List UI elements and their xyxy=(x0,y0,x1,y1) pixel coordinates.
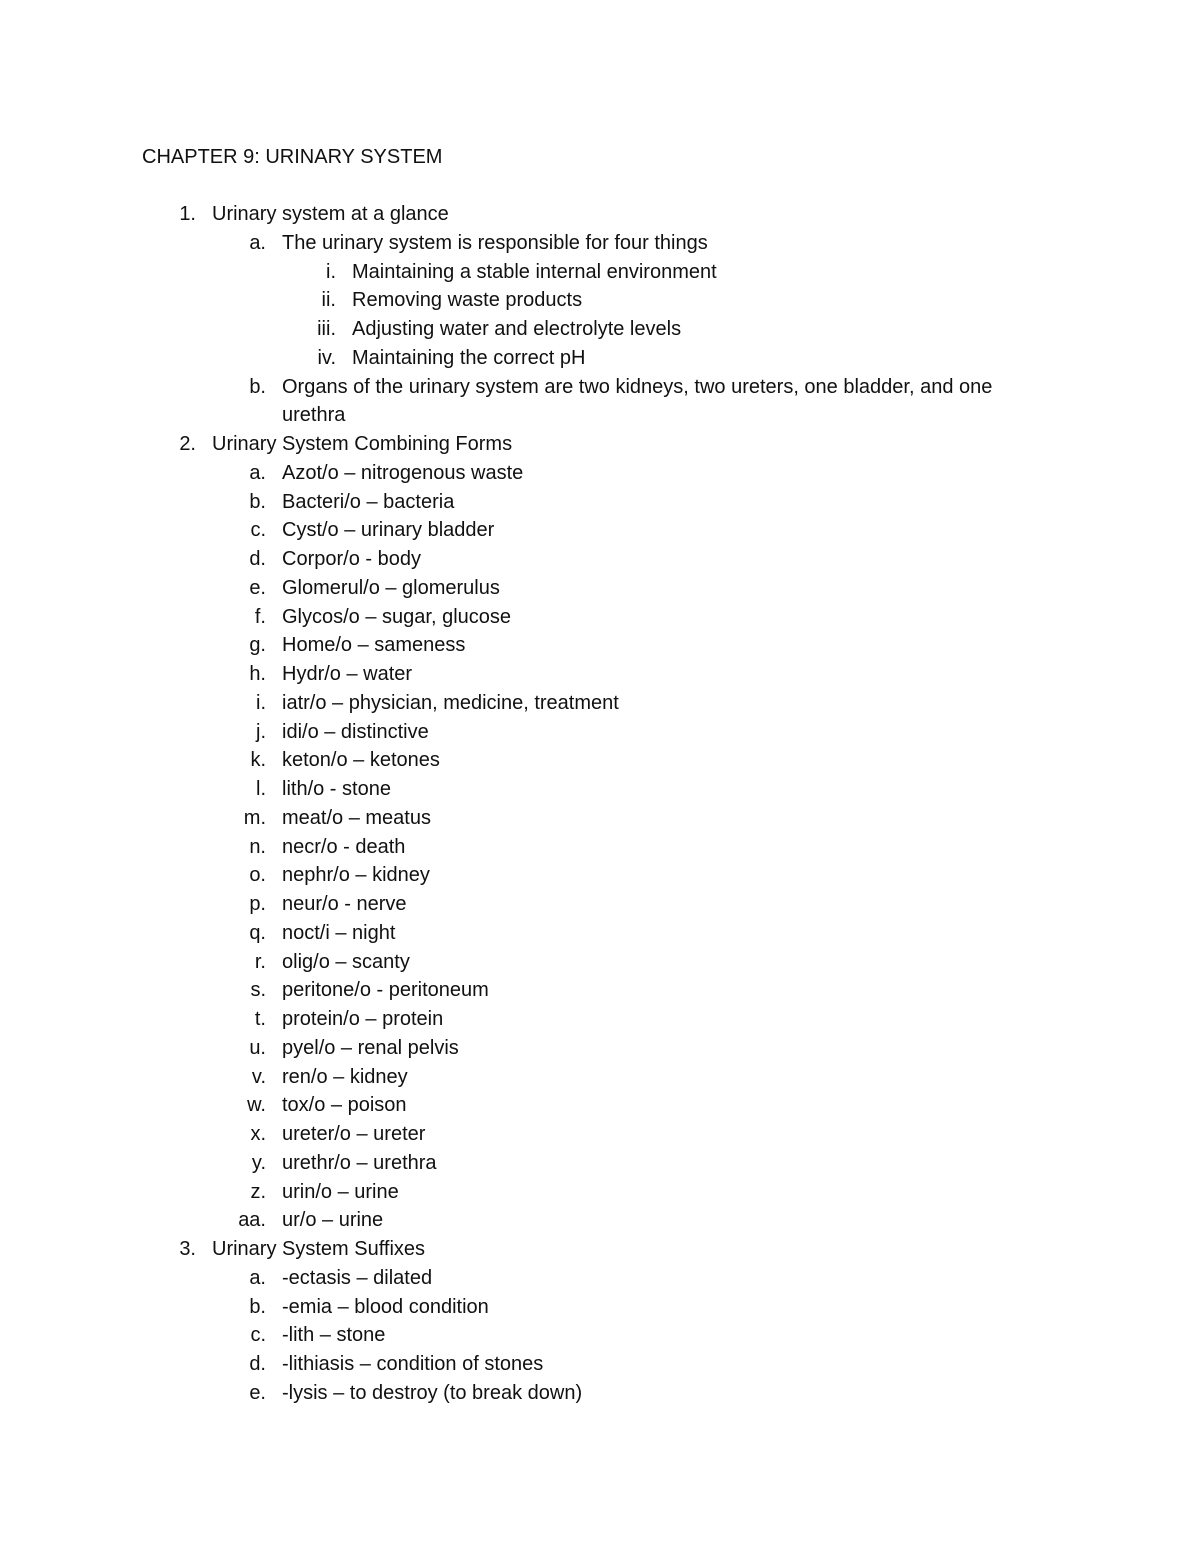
list-item xyxy=(0,603,1200,632)
list-item xyxy=(0,229,1200,258)
list-marker: p. xyxy=(249,893,266,915)
list-marker: u. xyxy=(249,1036,266,1059)
list-item xyxy=(0,286,1200,315)
list-item xyxy=(0,689,1200,718)
list-item xyxy=(0,258,1200,287)
list-marker: a. xyxy=(249,231,266,254)
list-item-text: Maintaining a stable internal environment xyxy=(352,260,717,283)
list-item-text: Glycos/o – sugar, glucose xyxy=(282,605,512,628)
list-item xyxy=(0,1379,1200,1408)
list-marker: k. xyxy=(250,749,266,772)
list-marker: i. xyxy=(326,260,336,283)
list-item xyxy=(0,1149,1200,1178)
list-marker: q. xyxy=(249,921,266,944)
list-item-text: ureter/o – ureter xyxy=(282,1123,426,1145)
list-item-text: noct/i – night xyxy=(282,921,396,944)
list-item-text: nephr/o – kidney xyxy=(282,864,430,887)
list-item xyxy=(0,833,1200,862)
list-item xyxy=(0,1206,1200,1235)
list-item-text: -emia – blood condition xyxy=(282,1295,489,1318)
list-item xyxy=(0,718,1200,747)
list-item-text: urethr/o – urethra xyxy=(282,1151,437,1174)
list-item xyxy=(0,1034,1200,1063)
list-item-text: Adjusting water and electrolyte levels xyxy=(352,318,682,340)
list-marker: z. xyxy=(250,1180,266,1203)
list-marker: a. xyxy=(249,461,266,484)
list-marker: a. xyxy=(249,1266,266,1289)
list-item xyxy=(0,574,1200,603)
list-marker: h. xyxy=(249,663,266,685)
list-marker: n. xyxy=(249,835,266,858)
list-item-text: The urinary system is responsible for four things xyxy=(282,231,708,254)
list-item-text: -lithiasis – condition of stones xyxy=(282,1353,544,1375)
list-item xyxy=(0,1063,1200,1092)
list-item-text: Cyst/o – urinary bladder xyxy=(282,519,495,542)
list-item xyxy=(0,919,1200,948)
list-marker: y. xyxy=(251,1151,266,1174)
list-marker: g. xyxy=(249,634,266,657)
list-item xyxy=(0,1293,1200,1322)
list-item-text: Home/o – sameness xyxy=(282,634,466,657)
list-item xyxy=(0,545,1200,574)
list-marker: t. xyxy=(254,1008,266,1030)
list-marker: l. xyxy=(256,778,266,800)
list-marker: r. xyxy=(254,950,266,973)
list-item xyxy=(0,948,1200,977)
list-item-text: -lith – stone xyxy=(282,1324,386,1347)
list-marker: w. xyxy=(247,1094,266,1117)
list-marker: 1. xyxy=(179,203,196,225)
list-marker: m. xyxy=(243,806,266,829)
list-item-text: lith/o - stone xyxy=(282,778,391,800)
list-item xyxy=(0,804,1200,833)
list-item-text: keton/o – ketones xyxy=(282,749,440,772)
list-item-text: Maintaining the correct pH xyxy=(352,346,586,369)
list-marker: d. xyxy=(249,1353,266,1375)
list-marker: e. xyxy=(249,576,266,599)
list-item-text: protein/o – protein xyxy=(282,1008,444,1030)
list-marker: ii. xyxy=(321,289,336,312)
list-item-text: olig/o – scanty xyxy=(282,950,410,973)
list-item xyxy=(0,401,1200,430)
list-item-text: meat/o – meatus xyxy=(282,806,431,829)
list-item xyxy=(0,430,1200,459)
list-marker: aa. xyxy=(238,1209,266,1232)
list-item-text: idi/o – distinctive xyxy=(282,720,429,743)
list-item xyxy=(0,746,1200,775)
list-item xyxy=(0,315,1200,344)
list-marker: s. xyxy=(250,979,266,1002)
list-item xyxy=(0,890,1200,919)
list-marker: v. xyxy=(251,1065,266,1088)
list-item-text: pyel/o – renal pelvis xyxy=(282,1036,459,1059)
list-marker: i. xyxy=(256,691,266,714)
list-item-text: Bacteri/o – bacteria xyxy=(282,490,455,513)
list-marker: 2. xyxy=(179,433,196,455)
list-item xyxy=(0,1005,1200,1034)
list-item-text: Hydr/o – water xyxy=(282,663,413,685)
list-item-text: ur/o – urine xyxy=(282,1209,384,1232)
list-marker: d. xyxy=(249,548,266,570)
list-marker: o. xyxy=(249,864,266,887)
list-marker: b. xyxy=(249,490,266,513)
chapter-title: CHAPTER 9: URINARY SYSTEM xyxy=(142,146,443,168)
list-item xyxy=(0,775,1200,804)
list-item-text: urin/o – urine xyxy=(282,1180,399,1203)
list-item-text: Removing waste products xyxy=(352,289,583,312)
list-marker: j. xyxy=(256,720,266,743)
list-item-text: Organs of the urinary system are two kidneys, two ureters, one bladder, and one xyxy=(282,375,993,398)
list-item-text: -ectasis – dilated xyxy=(282,1266,433,1289)
list-item-text: Urinary System Combining Forms xyxy=(212,433,513,455)
list-marker: f. xyxy=(254,605,266,628)
list-item-text: Urinary System Suffixes xyxy=(212,1238,426,1260)
list-marker: x. xyxy=(250,1123,266,1145)
list-marker: c. xyxy=(250,519,266,542)
list-item xyxy=(0,660,1200,689)
list-marker: b. xyxy=(249,375,266,398)
list-marker: e. xyxy=(249,1381,266,1404)
list-marker: iii. xyxy=(317,318,336,340)
list-item xyxy=(0,1350,1200,1379)
list-marker: b. xyxy=(249,1295,266,1318)
list-item xyxy=(0,1091,1200,1120)
list-item xyxy=(0,344,1200,373)
list-item-text: neur/o - nerve xyxy=(282,893,407,915)
list-item xyxy=(0,516,1200,545)
list-item xyxy=(0,459,1200,488)
list-item-text: Corpor/o - body xyxy=(282,548,421,570)
list-item xyxy=(0,1235,1200,1264)
list-item-text: Glomerul/o – glomerulus xyxy=(282,576,500,599)
list-item xyxy=(0,861,1200,890)
list-item xyxy=(0,631,1200,660)
list-marker: 3. xyxy=(179,1238,196,1260)
list-marker: c. xyxy=(250,1324,266,1347)
list-item xyxy=(0,488,1200,517)
list-marker: iv. xyxy=(317,346,336,369)
list-item xyxy=(0,976,1200,1005)
list-item-text: ren/o – kidney xyxy=(282,1065,408,1088)
list-item xyxy=(0,1264,1200,1293)
list-item-text: tox/o – poison xyxy=(282,1094,407,1117)
list-item-text: Azot/o – nitrogenous waste xyxy=(282,461,524,484)
list-item-text: Urinary system at a glance xyxy=(212,203,449,225)
list-item-text: necr/o - death xyxy=(282,835,406,858)
list-item-text: -lysis – to destroy (to break down) xyxy=(282,1381,583,1404)
list-item-text: iatr/o – physician, medicine, treatment xyxy=(282,691,619,714)
list-item-text: peritone/o - peritoneum xyxy=(282,979,489,1002)
list-item xyxy=(0,1120,1200,1149)
list-item xyxy=(0,1321,1200,1350)
list-item xyxy=(0,1178,1200,1207)
list-item-text: urethra xyxy=(282,404,346,427)
list-item xyxy=(0,200,1200,229)
list-item xyxy=(0,373,1200,402)
